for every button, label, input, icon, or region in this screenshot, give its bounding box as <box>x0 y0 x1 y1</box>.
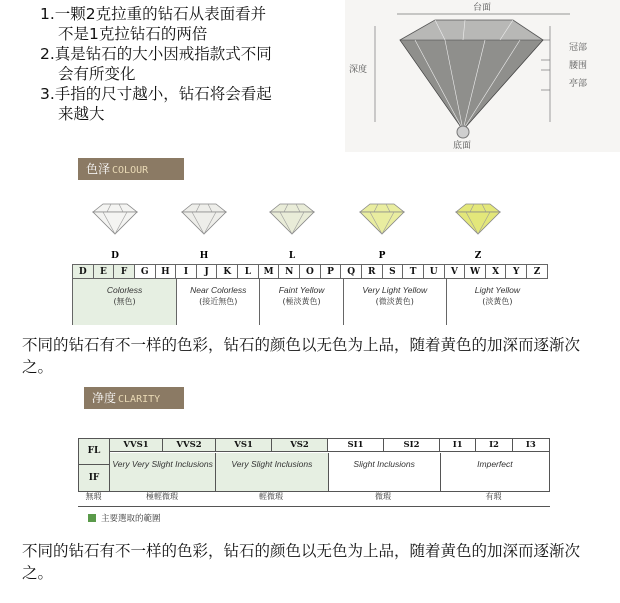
colour-grade-t: T <box>403 265 424 279</box>
clarity-grade-row <box>110 439 549 452</box>
colour-group-very-light-yellow <box>344 279 447 325</box>
colour-group-cn: (接近無色) <box>199 297 238 306</box>
clarity-cn-row <box>78 491 550 507</box>
clarity-grade-i3: I3 <box>513 439 549 452</box>
clarity-tag-en: CLARITY <box>118 394 161 405</box>
clarity-desc-si: Slight Inclusions <box>329 453 441 491</box>
legend-text: 主要選取的範圍 <box>101 514 161 524</box>
colour-diamond-l-icon <box>270 204 314 234</box>
colour-grade-u: U <box>423 265 444 279</box>
clarity-desc-vs: Very Slight Inclusions <box>216 453 328 491</box>
label-pavilion: 亭部 <box>569 79 588 89</box>
colour-diamond-letter: D <box>111 251 119 261</box>
clarity-legend <box>88 512 161 524</box>
colour-diamond-letter: L <box>288 251 296 261</box>
colour-diamond-letter: Z <box>474 251 482 261</box>
intro-line-2: 2.真是钻石的大小因戒指款式不同 <box>40 45 272 63</box>
colour-group-en: Faint Yellow <box>278 285 325 295</box>
colour-grade-l: L <box>238 265 259 279</box>
clarity-desc-vvs: Very Very Slight Inclusions <box>110 453 216 491</box>
colour-grade-j: J <box>196 265 217 279</box>
colour-groups <box>72 279 548 325</box>
colour-diamond-h-icon <box>182 204 226 234</box>
colour-grade-z: Z <box>527 265 548 279</box>
colour-grade-g: G <box>134 265 155 279</box>
clarity-grade-vvs1: VVS1 <box>110 439 163 452</box>
colour-group-colorless <box>73 279 177 325</box>
colour-group-cn: (微淡黃色) <box>375 297 414 306</box>
colour-grade-x: X <box>485 265 506 279</box>
colour-grade-k: K <box>217 265 238 279</box>
colour-paragraph: 不同的钻石有不一样的色彩，钻石的颜色以无色为上品，随着黄色的加深而逐渐次之。 <box>22 336 581 376</box>
clarity-chart <box>78 438 550 492</box>
colour-tag <box>78 158 184 180</box>
colour-grade-e: E <box>93 265 114 279</box>
clarity-tag-cn: 净度 <box>92 391 117 405</box>
colour-grade-s: S <box>382 265 403 279</box>
clarity-grade-i1: I1 <box>440 439 476 452</box>
colour-grade-n: N <box>279 265 300 279</box>
colour-group-faint-yellow <box>260 279 343 325</box>
colour-grade-y: Y <box>506 265 527 279</box>
colour-group-en: Light Yellow <box>474 285 521 295</box>
clarity-flawless-box <box>79 439 110 491</box>
colour-grade-r: R <box>361 265 382 279</box>
clarity-cn: 微瑕 <box>375 492 391 501</box>
colour-grade-q: Q <box>341 265 362 279</box>
clarity-cn: 輕微瑕 <box>259 492 283 501</box>
intro-line-3: 3.手指的尺寸越小，钻石将会看起 <box>40 85 272 103</box>
clarity-cn: 有瑕 <box>485 492 502 501</box>
clarity-fl: FL <box>79 439 109 465</box>
intro-line-2-cont: 会有所变化 <box>58 65 136 83</box>
intro-line-1-cont: 不是1克拉钻石的两倍 <box>58 25 208 43</box>
intro-line-3-cont: 来越大 <box>58 105 105 123</box>
label-girdle: 腰围 <box>569 61 588 71</box>
colour-grade-d: D <box>73 265 94 279</box>
colour-group-en: Colorless <box>106 285 143 295</box>
colour-group-cn: (無色) <box>113 297 136 306</box>
colour-tag-cn: 色泽 <box>86 162 111 176</box>
label-depth: 深度 <box>349 65 368 75</box>
colour-group-en: Near Colorless <box>190 285 247 295</box>
colour-group-cn: (極淡黃色) <box>282 297 321 306</box>
clarity-grade-vs1: VS1 <box>216 439 272 452</box>
colour-diamond-d-icon <box>93 204 137 234</box>
colour-tag-en: COLOUR <box>112 165 149 176</box>
clarity-desc-row <box>110 453 549 491</box>
clarity-tag <box>84 387 184 409</box>
colour-diamond-p-icon <box>360 204 404 234</box>
intro-list <box>40 4 340 124</box>
clarity-cn: 極輕微瑕 <box>146 492 178 501</box>
colour-grade-f: F <box>114 265 135 279</box>
colour-grade-h: H <box>155 265 176 279</box>
clarity-grade-si1: SI1 <box>328 439 384 452</box>
colour-scale <box>72 264 548 325</box>
clarity-desc-i: Imperfect <box>477 459 513 469</box>
colour-grade-p: P <box>320 265 341 279</box>
label-crown: 冠部 <box>569 43 588 53</box>
diamond-anatomy-diagram <box>345 0 620 152</box>
clarity-paragraph: 不同的钻石有不一样的色彩，钻石的颜色以无色为上品，随着黄色的加深而逐渐次之。 <box>22 542 581 582</box>
colour-grade-v: V <box>444 265 465 279</box>
colour-scale-table <box>72 264 548 279</box>
colour-grade-i: I <box>176 265 197 279</box>
clarity-grade-vs2: VS2 <box>272 439 328 452</box>
colour-group-en: Very Light Yellow <box>362 285 428 295</box>
colour-diamond-row <box>70 198 550 266</box>
colour-diamond-z-icon <box>456 204 500 234</box>
label-table: 台面 <box>473 3 492 13</box>
intro-line-1: 1.一颗2克拉重的钻石从表面看并 <box>40 5 267 23</box>
colour-group-cn: (淡黃色) <box>482 297 513 306</box>
label-culet: 底面 <box>453 141 472 151</box>
colour-group-light-yellow <box>447 279 548 325</box>
clarity-cn: 無瑕 <box>85 492 102 501</box>
legend-swatch <box>88 514 96 522</box>
colour-diamond-letter: H <box>199 251 209 261</box>
colour-diamond-letter: P <box>378 251 386 261</box>
colour-grade-m: M <box>258 265 279 279</box>
clarity-grade-si2: SI2 <box>384 439 440 452</box>
clarity-if: IF <box>88 473 100 483</box>
colour-group-near-colorless <box>177 279 260 325</box>
clarity-grade-vvs2: VVS2 <box>163 439 216 452</box>
diamond-illustration <box>345 0 620 152</box>
colour-grade-w: W <box>465 265 486 279</box>
colour-grade-o: O <box>300 265 321 279</box>
clarity-grade-i2: I2 <box>476 439 512 452</box>
